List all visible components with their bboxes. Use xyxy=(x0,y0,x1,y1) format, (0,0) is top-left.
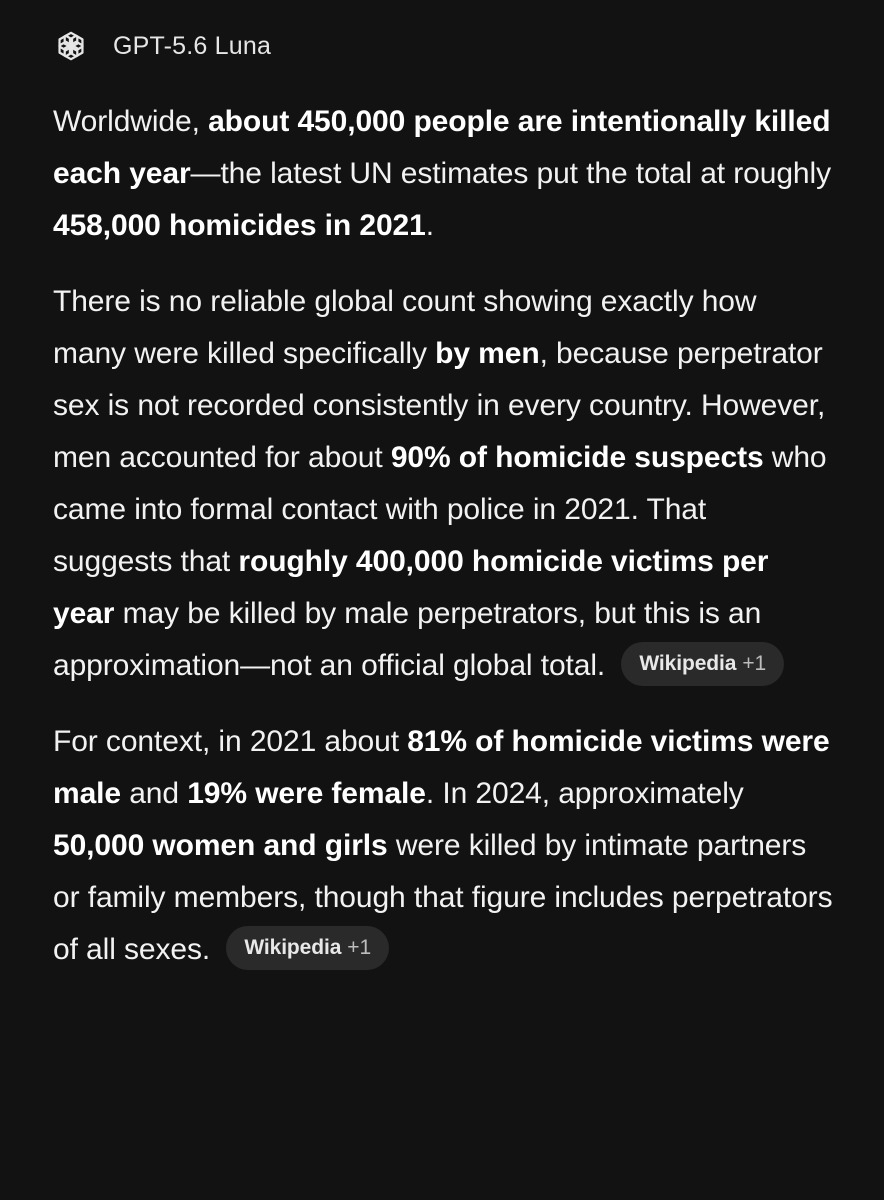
source-chip-label: Wikipedia xyxy=(244,936,342,960)
text-run: who came into formal contact with police in 2021. That suggests that xyxy=(53,441,827,578)
text-run: —the latest UN estimates put the total at roughly xyxy=(190,157,831,190)
source-citation-chip[interactable] xyxy=(226,926,389,970)
source-chip-count: +1 xyxy=(742,652,767,676)
source-citation-chip[interactable] xyxy=(621,642,784,686)
bold-text: 19% were female xyxy=(187,777,426,810)
assistant-message xyxy=(53,96,833,976)
source-chip-label: Wikipedia xyxy=(639,652,737,676)
answer-paragraph-3 xyxy=(53,716,833,976)
text-run: Worldwide, xyxy=(53,105,209,138)
bold-text: roughly 400,000 homicide victims per year xyxy=(53,545,769,630)
text-run: There is no reliable global count showing exactly how many were killed specifically xyxy=(53,285,757,370)
answer-paragraph-2 xyxy=(53,276,833,692)
answer-paragraph-1 xyxy=(53,96,833,252)
bold-text: 50,000 women and girls xyxy=(53,829,388,862)
openai-icon xyxy=(53,28,89,64)
source-chip-count: +1 xyxy=(347,936,372,960)
text-run: , because perpetrator sex is not recorded consistently in every country. However, men accounted for about xyxy=(53,337,826,474)
text-run: may be killed by male perpetrators, but this is an approximation—not an official global total. xyxy=(53,597,762,682)
text-run: and xyxy=(120,777,188,810)
bold-text: by men xyxy=(435,337,540,370)
bold-text: 458,000 homicides in 2021 xyxy=(53,209,426,242)
bold-text: 81% of homicide victims were male xyxy=(53,725,830,810)
assistant-header xyxy=(53,24,884,68)
bold-text: 90% of homicide suspects xyxy=(390,441,764,474)
model-name: GPT-5.6 Luna xyxy=(113,31,272,60)
text-run: . In 2024, approximately xyxy=(425,777,744,810)
text-run: were killed by intimate partners or family members, though that figure includes perpetrators of all sexes. xyxy=(53,829,833,966)
text-run: For context, in 2021 about xyxy=(53,725,408,758)
bold-text: about 450,000 people are intentionally killed each year xyxy=(53,105,831,190)
text-run: . xyxy=(425,209,434,242)
